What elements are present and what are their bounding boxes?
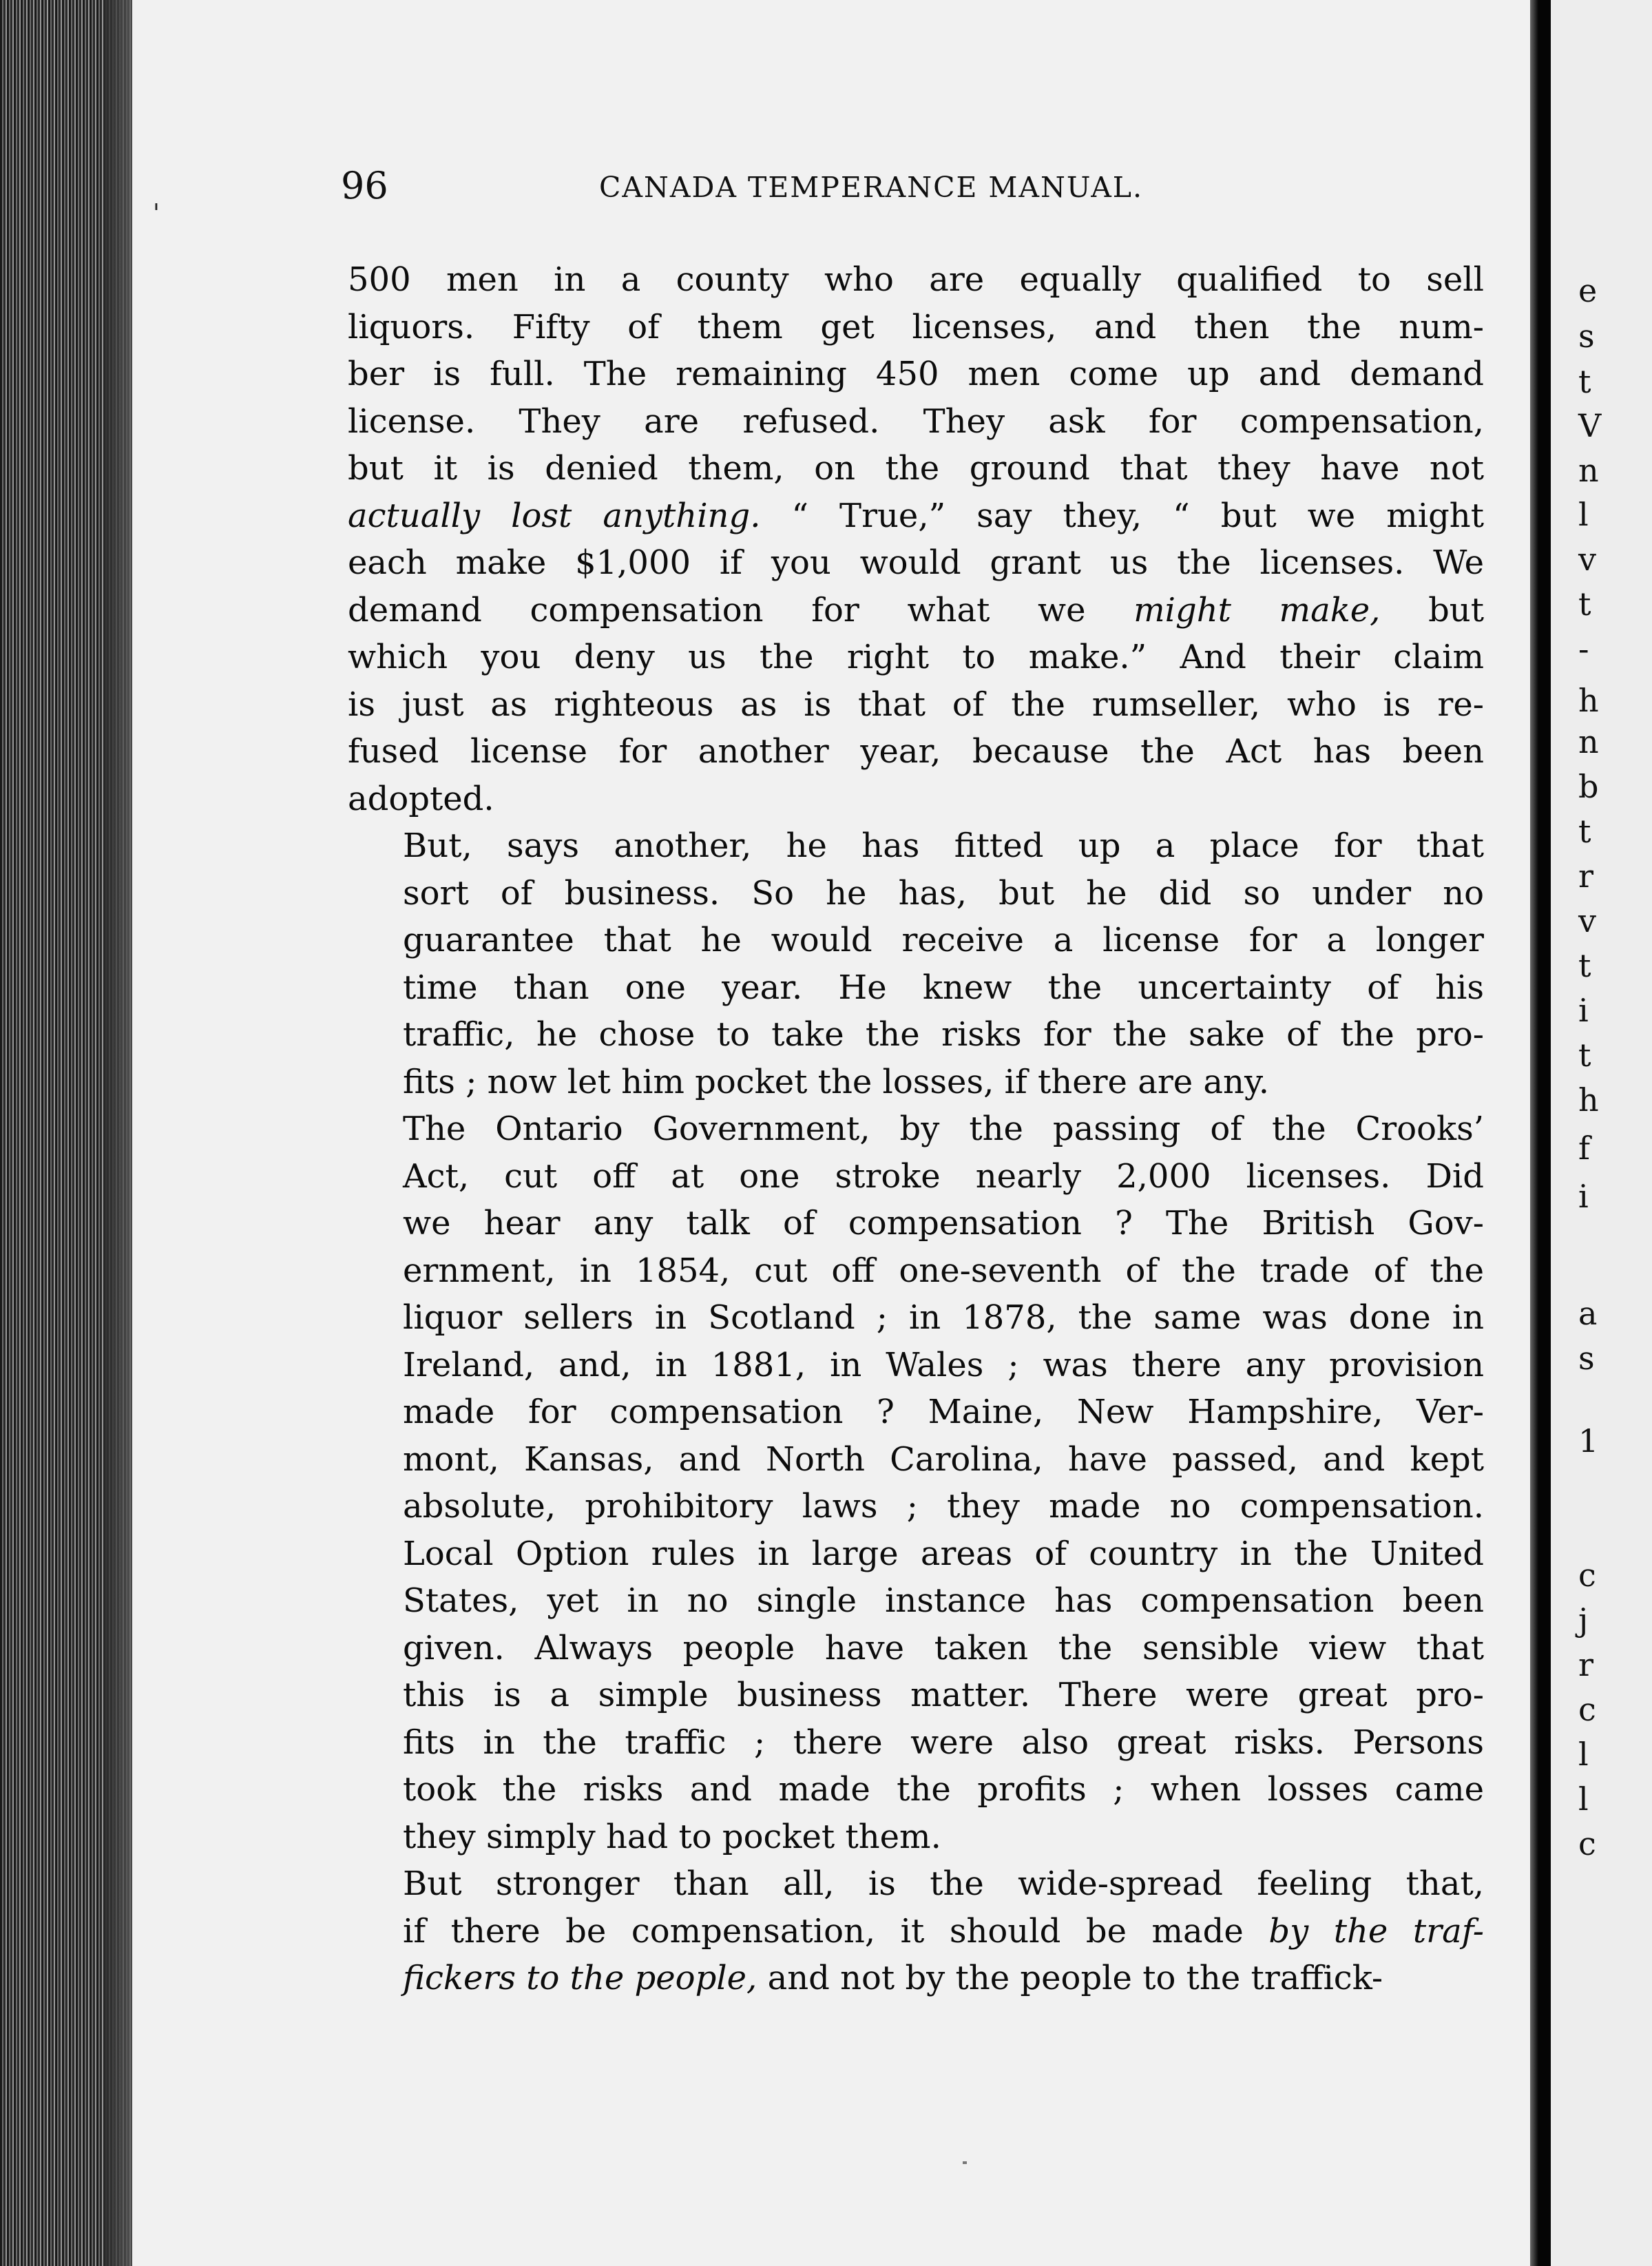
text-line: fits in the traffic ; there were also great risks. Persons [403,1723,1484,1762]
adjacent-page-letter: c [1578,1691,1596,1728]
text-line: The Ontario Government, by the passing of the Crooks’ [403,1110,1484,1148]
text-line: made for compensation ? Maine, New Hampshire, Ver- [403,1393,1484,1431]
adjacent-page-letter: h [1578,682,1599,719]
text-line [348,1955,1484,2002]
text-line [348,1908,1484,1955]
text-line: mont, Kansas, and North Carolina, have passed, and kept [403,1439,1484,1479]
adjacent-page-letter: f [1578,1130,1591,1167]
text-line: they simply had to pocket them. [403,1817,941,1856]
italic-phrase: by the traf- [1268,1911,1485,1951]
adjacent-page-letter: t [1578,585,1591,623]
text-line: But, says another, he has fitted up a place for that [403,827,1484,865]
text-line: Act, cut off at one stroke nearly 2,000 licenses. Did [403,1156,1484,1196]
text-line [348,492,1484,540]
adjacent-page-letter: b [1578,768,1599,805]
adjacent-page-letter: t [1578,1037,1591,1074]
adjacent-page-letter: l [1578,496,1589,533]
paragraph [348,822,1484,1105]
adjacent-page-letter: v [1578,541,1596,578]
text-line: fits ; now let him pocket the losses, if there are any. [403,1062,1269,1101]
adjacent-page-letter: h [1578,1081,1599,1119]
text-run: demand compensation for what we [348,590,1134,630]
text-line: guarantee that he would receive a license for a longer [403,921,1484,959]
text-line: time than one year. He knew the uncertainty of his [403,968,1484,1007]
italic-phrase: might make, [1133,590,1381,630]
adjacent-page-letter: r [1578,1646,1593,1683]
adjacent-page-letter: j [1578,1601,1589,1639]
text-line: liquor sellers in Scotland ; in 1878, the same was done in [403,1298,1484,1337]
adjacent-page-letter: l [1578,1780,1589,1818]
adjacent-page-letter: s [1578,1340,1595,1377]
text-run: but [1380,590,1484,630]
adjacent-page-letter: c [1578,1825,1596,1862]
adjacent-page-letter: t [1578,947,1591,984]
text-line: each make $1,000 if you would grant us the licenses. We [348,543,1484,582]
adjacent-page-letter: - [1578,630,1589,667]
text-line: ernment, in 1854, cut off one-seventh of the trade of the [403,1251,1484,1290]
text-line: fused license for another year, because the Act has been [348,732,1484,771]
paragraph [348,1860,1484,2002]
text-line [348,587,1484,634]
paragraph [348,256,1484,822]
adjacent-page-letter: v [1578,902,1596,939]
adjacent-page-letter: 1 [1578,1422,1599,1459]
text-line: adopted. [348,779,494,818]
adjacent-page-letter: t [1578,813,1591,850]
adjacent-page-letter: l [1578,1736,1589,1773]
text-line: traffic, he chose to take the risks for the sake of the pro- [403,1015,1484,1054]
paragraph [348,1105,1484,1860]
binding-gutter [1530,0,1551,2266]
text-line: Ireland, and, in 1881, in Wales ; was there any provision [403,1345,1484,1384]
text-line: which you deny us the right to make.” And their claim [348,638,1484,676]
text-line: but it is denied them, on the ground that they have not [348,449,1484,488]
adjacent-page-letter: t [1578,363,1591,400]
text-run: if there be compensation, it should be made [403,1911,1269,1951]
text-line: absolute, prohibitory laws ; they made no compensation. [403,1487,1484,1526]
adjacent-page-letter: c [1578,1557,1596,1594]
text-line: liquors. Fifty of them get licenses, and then the num- [348,307,1484,346]
scan-speck: ' [153,200,160,228]
text-run: “ True,” say they, “ but we might [760,496,1484,535]
text-line: But stronger than all, is the wide-spread feeling that, [403,1864,1484,1903]
adjacent-page-letter: V [1578,407,1602,444]
text-line: States, yet in no single instance has compensation been [403,1581,1484,1620]
adjacent-page-letter: r [1578,857,1593,895]
adjacent-page-letter: a [1578,1295,1598,1332]
page-number: 96 [341,164,388,207]
adjacent-page-letter: s [1578,318,1595,355]
italic-phrase: fickers to the people, [403,1959,757,1997]
adjacent-page-letter: n [1578,452,1599,489]
page-header [341,164,1215,226]
text-line: this is a simple business matter. There were great pro- [403,1676,1484,1714]
text-line: license. They are refused. They ask for compensation, [348,402,1484,441]
text-run: and not by the people to the traffick- [757,1959,1383,1997]
scan-dot [963,2161,967,2164]
text-line: we hear any talk of compensation ? The British Gov- [403,1204,1484,1243]
text-line: given. Always people have taken the sensible view that [403,1628,1484,1667]
adjacent-page-letter: i [1578,992,1589,1029]
body-text [348,256,1484,2002]
text-line: 500 men in a county who are equally qualified to sell [348,260,1484,299]
adjacent-page-letter: i [1578,1178,1589,1215]
text-line: is just as righteous as is that of the rumseller, who is re- [348,685,1484,724]
text-line: ber is full. The remaining 450 men come up and demand [348,355,1484,393]
running-head: CANADA TEMPERANCE MANUAL. [599,171,1144,204]
text-line: Local Option rules in large areas of country in the United [403,1534,1484,1573]
adjacent-page-letter: n [1578,723,1599,760]
adjacent-page-fragment [1551,0,1652,2266]
italic-phrase: actually lost anything. [348,496,761,535]
adjacent-page-letter: e [1578,272,1598,309]
text-line: took the risks and made the profits ; when losses came [403,1770,1484,1809]
text-line: sort of business. So he has, but he did so under no [403,873,1484,913]
